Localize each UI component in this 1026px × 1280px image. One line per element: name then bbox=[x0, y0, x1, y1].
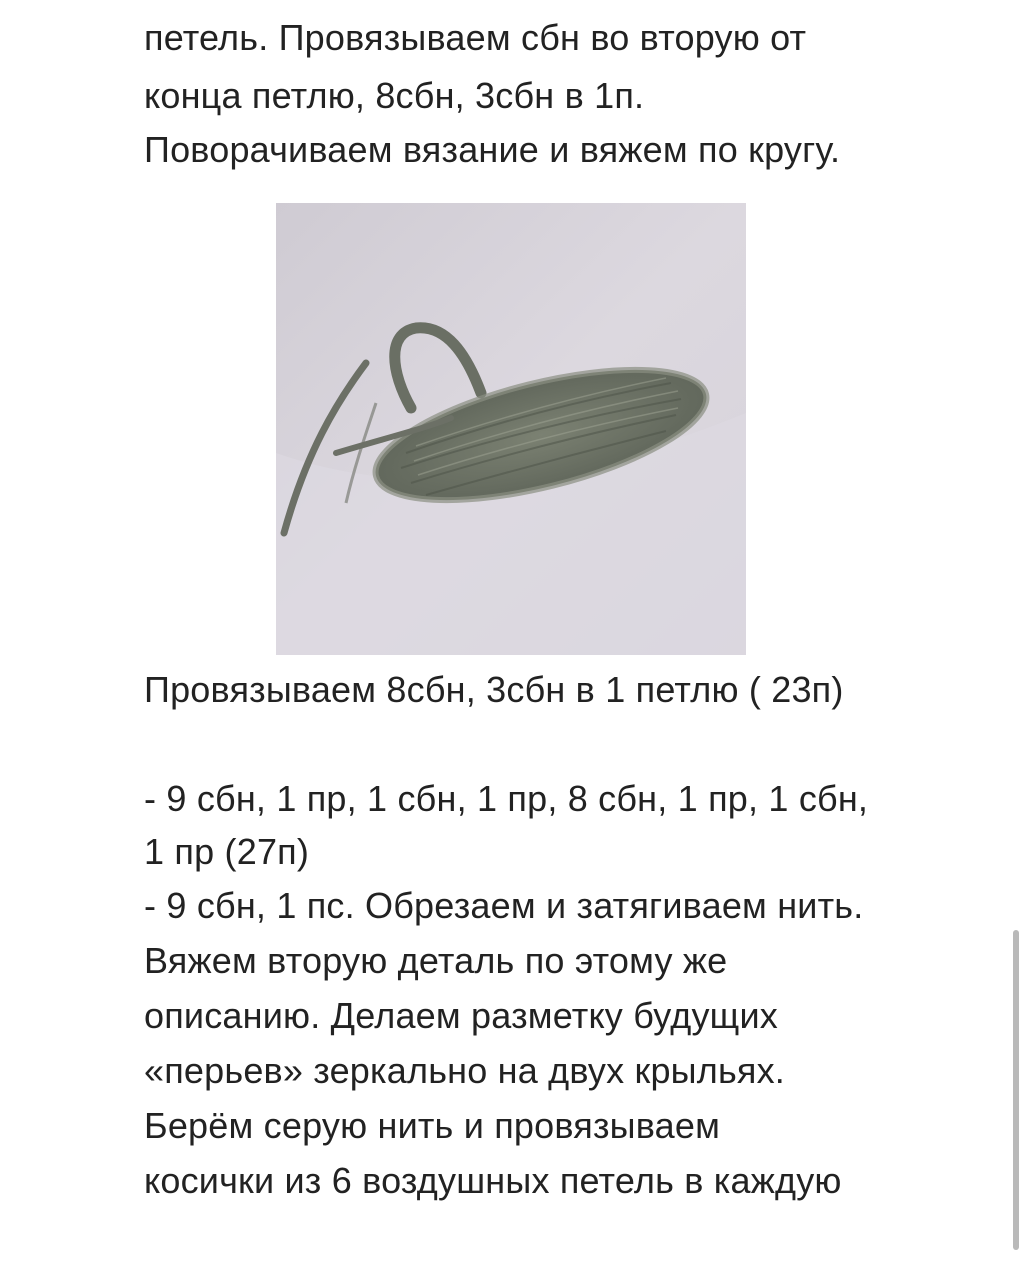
crochet-wing-illustration bbox=[276, 203, 746, 655]
text-line-3: Поворачиваем вязание и вяжем по кругу. bbox=[144, 129, 841, 170]
text-line-4: Провязываем 8сбн, 3сбн в 1 петлю ( 23п) bbox=[144, 669, 844, 710]
text-line-8: Вяжем вторую деталь по этому же bbox=[144, 940, 728, 981]
text-line-7: - 9 сбн, 1 пс. Обрезаем и затягиваем нить. bbox=[144, 885, 864, 926]
text-line-5: - 9 сбн, 1 пр, 1 сбн, 1 пр, 8 сбн, 1 пр, 1 сбн, bbox=[144, 778, 869, 819]
text-line-10: «перьев» зеркально на двух крыльях. bbox=[144, 1050, 786, 1091]
text-line-12: косички из 6 воздушных петель в каждую bbox=[144, 1160, 842, 1201]
text-line-9: описанию. Делаем разметку будущих bbox=[144, 995, 778, 1036]
vertical-scrollbar[interactable] bbox=[1013, 930, 1019, 1250]
text-line-6: 1 пр (27п) bbox=[144, 831, 310, 872]
text-line-2: конца петлю, 8сбн, 3сбн в 1п. bbox=[144, 75, 645, 116]
crochet-wing-photo bbox=[276, 203, 746, 655]
text-line-1: петель. Провязываем сбн во вторую от bbox=[144, 17, 807, 58]
text-line-11: Берём серую нить и провязываем bbox=[144, 1105, 721, 1146]
